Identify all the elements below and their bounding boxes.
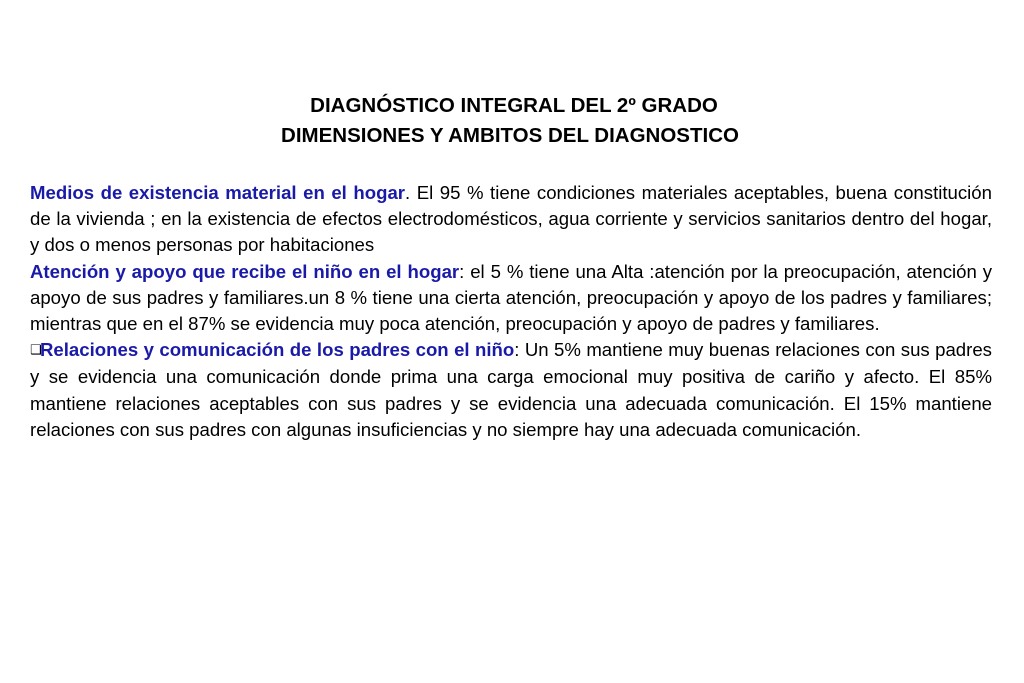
title-line-1: DIAGNÓSTICO INTEGRAL DEL 2º GRADO (310, 94, 718, 117)
paragraph-heading: Medios de existencia material en el hogar (30, 182, 406, 203)
paragraph-material-means (30, 180, 992, 259)
paragraph-relations-communication (30, 337, 992, 443)
paragraph-heading: Atención y apoyo que recibe el niño en el hogar (30, 260, 460, 282)
paragraph-text: : Un 5% mantiene muy buenas relaciones con sus padres y se evidencia una comunicación donde prima una carga emocional muy positiva de cariño y afecto. El 85% mantiene relaciones aceptables con sus padres y se evidencia una adecuada comunicación. El 15% mantiene relaciones con sus padres con algunas insuficiencias y no siempre hay una adecuada comunicación. (30, 339, 992, 440)
title-line-2: DIMENSIONES Y AMBITOS DEL DIAGNOSTICO (281, 124, 739, 147)
paragraph-heading: Relaciones y comunicación de los padres con el niño (40, 339, 515, 361)
square-bullet-icon: ❑ (30, 343, 42, 359)
slide-title (0, 91, 1024, 151)
paragraph-text: : el 5 % tiene una Alta :atención por la preocupación, atención y apoyo de sus padres y familiares.un 8 % tiene una cierta atención, preocupación y apoyo de los padres y familiares; mientras que en el 87% se evidencia muy poca atención, preocupación y apoyo de padres y familiares. (30, 260, 992, 335)
paragraph-text: . El 95 % tiene condiciones materiales aceptables, buena constitución de la vivienda ; en la existencia de efectos electrodomésticos, agua corriente y servicios sanitarios dentro del hogar, y dos o menos personas por habitaciones (30, 182, 992, 256)
slide-body (30, 180, 992, 443)
paragraph-attention-support (30, 259, 992, 338)
